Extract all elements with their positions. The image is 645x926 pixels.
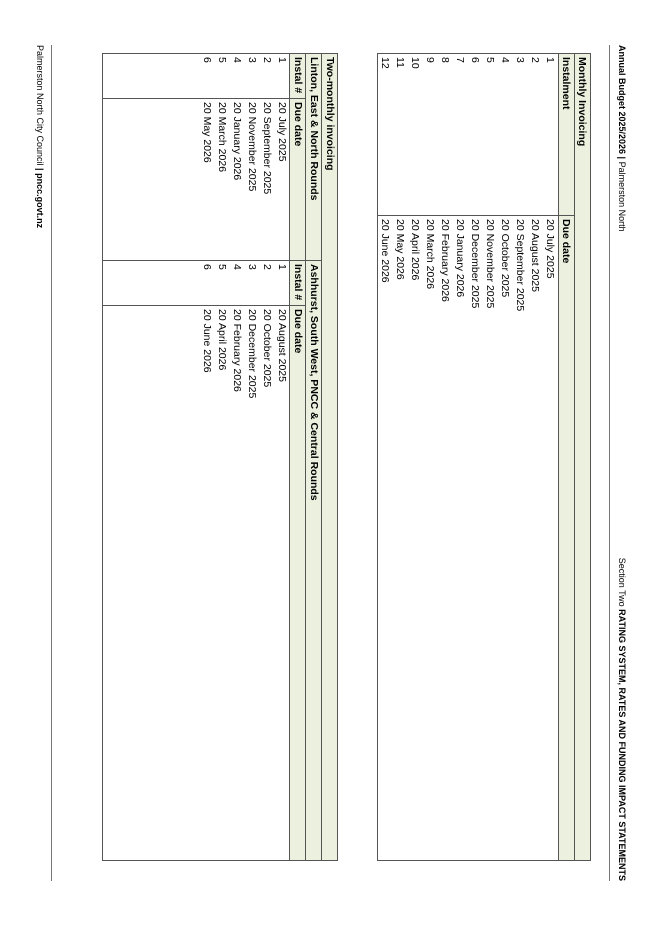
table-row: 7 20 January 2026: [453, 54, 468, 861]
two-monthly-title: Two-monthly invoicing: [322, 54, 338, 861]
table-row: 4 20 January 2026 4 20 February 2026: [229, 54, 244, 861]
council-name: Palmerston North City Council: [35, 45, 45, 166]
table-row: 11 20 May 2026: [393, 54, 408, 861]
col-due-date-2: Due date: [290, 306, 306, 861]
table-row: 6 20 May 2026 6 20 June 2026: [199, 54, 214, 861]
table-row: 1 20 July 2025 1 20 August 2025: [274, 54, 290, 861]
table-row: 5 20 March 2026 5 20 April 2026: [214, 54, 229, 861]
two-monthly-invoicing-table: [102, 53, 338, 861]
header-separator: |: [617, 154, 627, 162]
group-linton-east-north: Linton, East & North Rounds: [306, 54, 322, 261]
table-row: 1 20 July 2025: [543, 54, 559, 861]
website-link[interactable]: pncc.govt.nz: [35, 173, 45, 229]
col-instal-2: Instal #: [290, 261, 306, 306]
header-rule: [609, 45, 610, 881]
table-row: 3 20 September 2025: [513, 54, 528, 861]
city-name: Palmerston North: [617, 161, 627, 232]
table-row: 10 20 April 2026: [408, 54, 423, 861]
footer-rule: [51, 45, 52, 881]
col-due-date-1: Due date: [290, 99, 306, 261]
footer-separator: |: [35, 165, 45, 174]
section-label: Section Two: [617, 557, 627, 610]
budget-title: Annual Budget 2025/2026: [617, 45, 627, 155]
col-due-date: Due date: [559, 216, 575, 861]
table-row: 12 20 June 2026: [378, 54, 394, 861]
page-footer: [35, 45, 45, 881]
table-spacer-row: [103, 54, 200, 861]
group-ashhurst-south-west: Ashhurst, South West, PNCC & Central Rounds: [306, 261, 322, 861]
table-row: 3 20 November 2025 3 20 December 2025: [244, 54, 259, 861]
col-instal-1: Instal #: [290, 54, 306, 99]
table-row: 2 20 September 2025 2 20 October 2025: [259, 54, 274, 861]
header-left: [617, 45, 627, 232]
table-row: 8 20 February 2026: [438, 54, 453, 861]
page-header: [617, 45, 639, 881]
monthly-title: Monthly Invoicing: [575, 54, 591, 861]
table-row: 2 20 August 2025: [528, 54, 543, 861]
section-title: RATING SYSTEM, RATES AND FUNDING IMPACT STATEMENTS: [617, 609, 627, 881]
table-row: 5 20 November 2025: [483, 54, 498, 861]
table-row: 6 20 December 2025: [468, 54, 483, 861]
col-instalment: Instalment: [559, 54, 575, 216]
table-row: 9 20 March 2026: [423, 54, 438, 861]
table-row: 4 20 October 2025: [498, 54, 513, 861]
monthly-invoicing-table: [377, 53, 591, 861]
header-right: [617, 558, 627, 881]
